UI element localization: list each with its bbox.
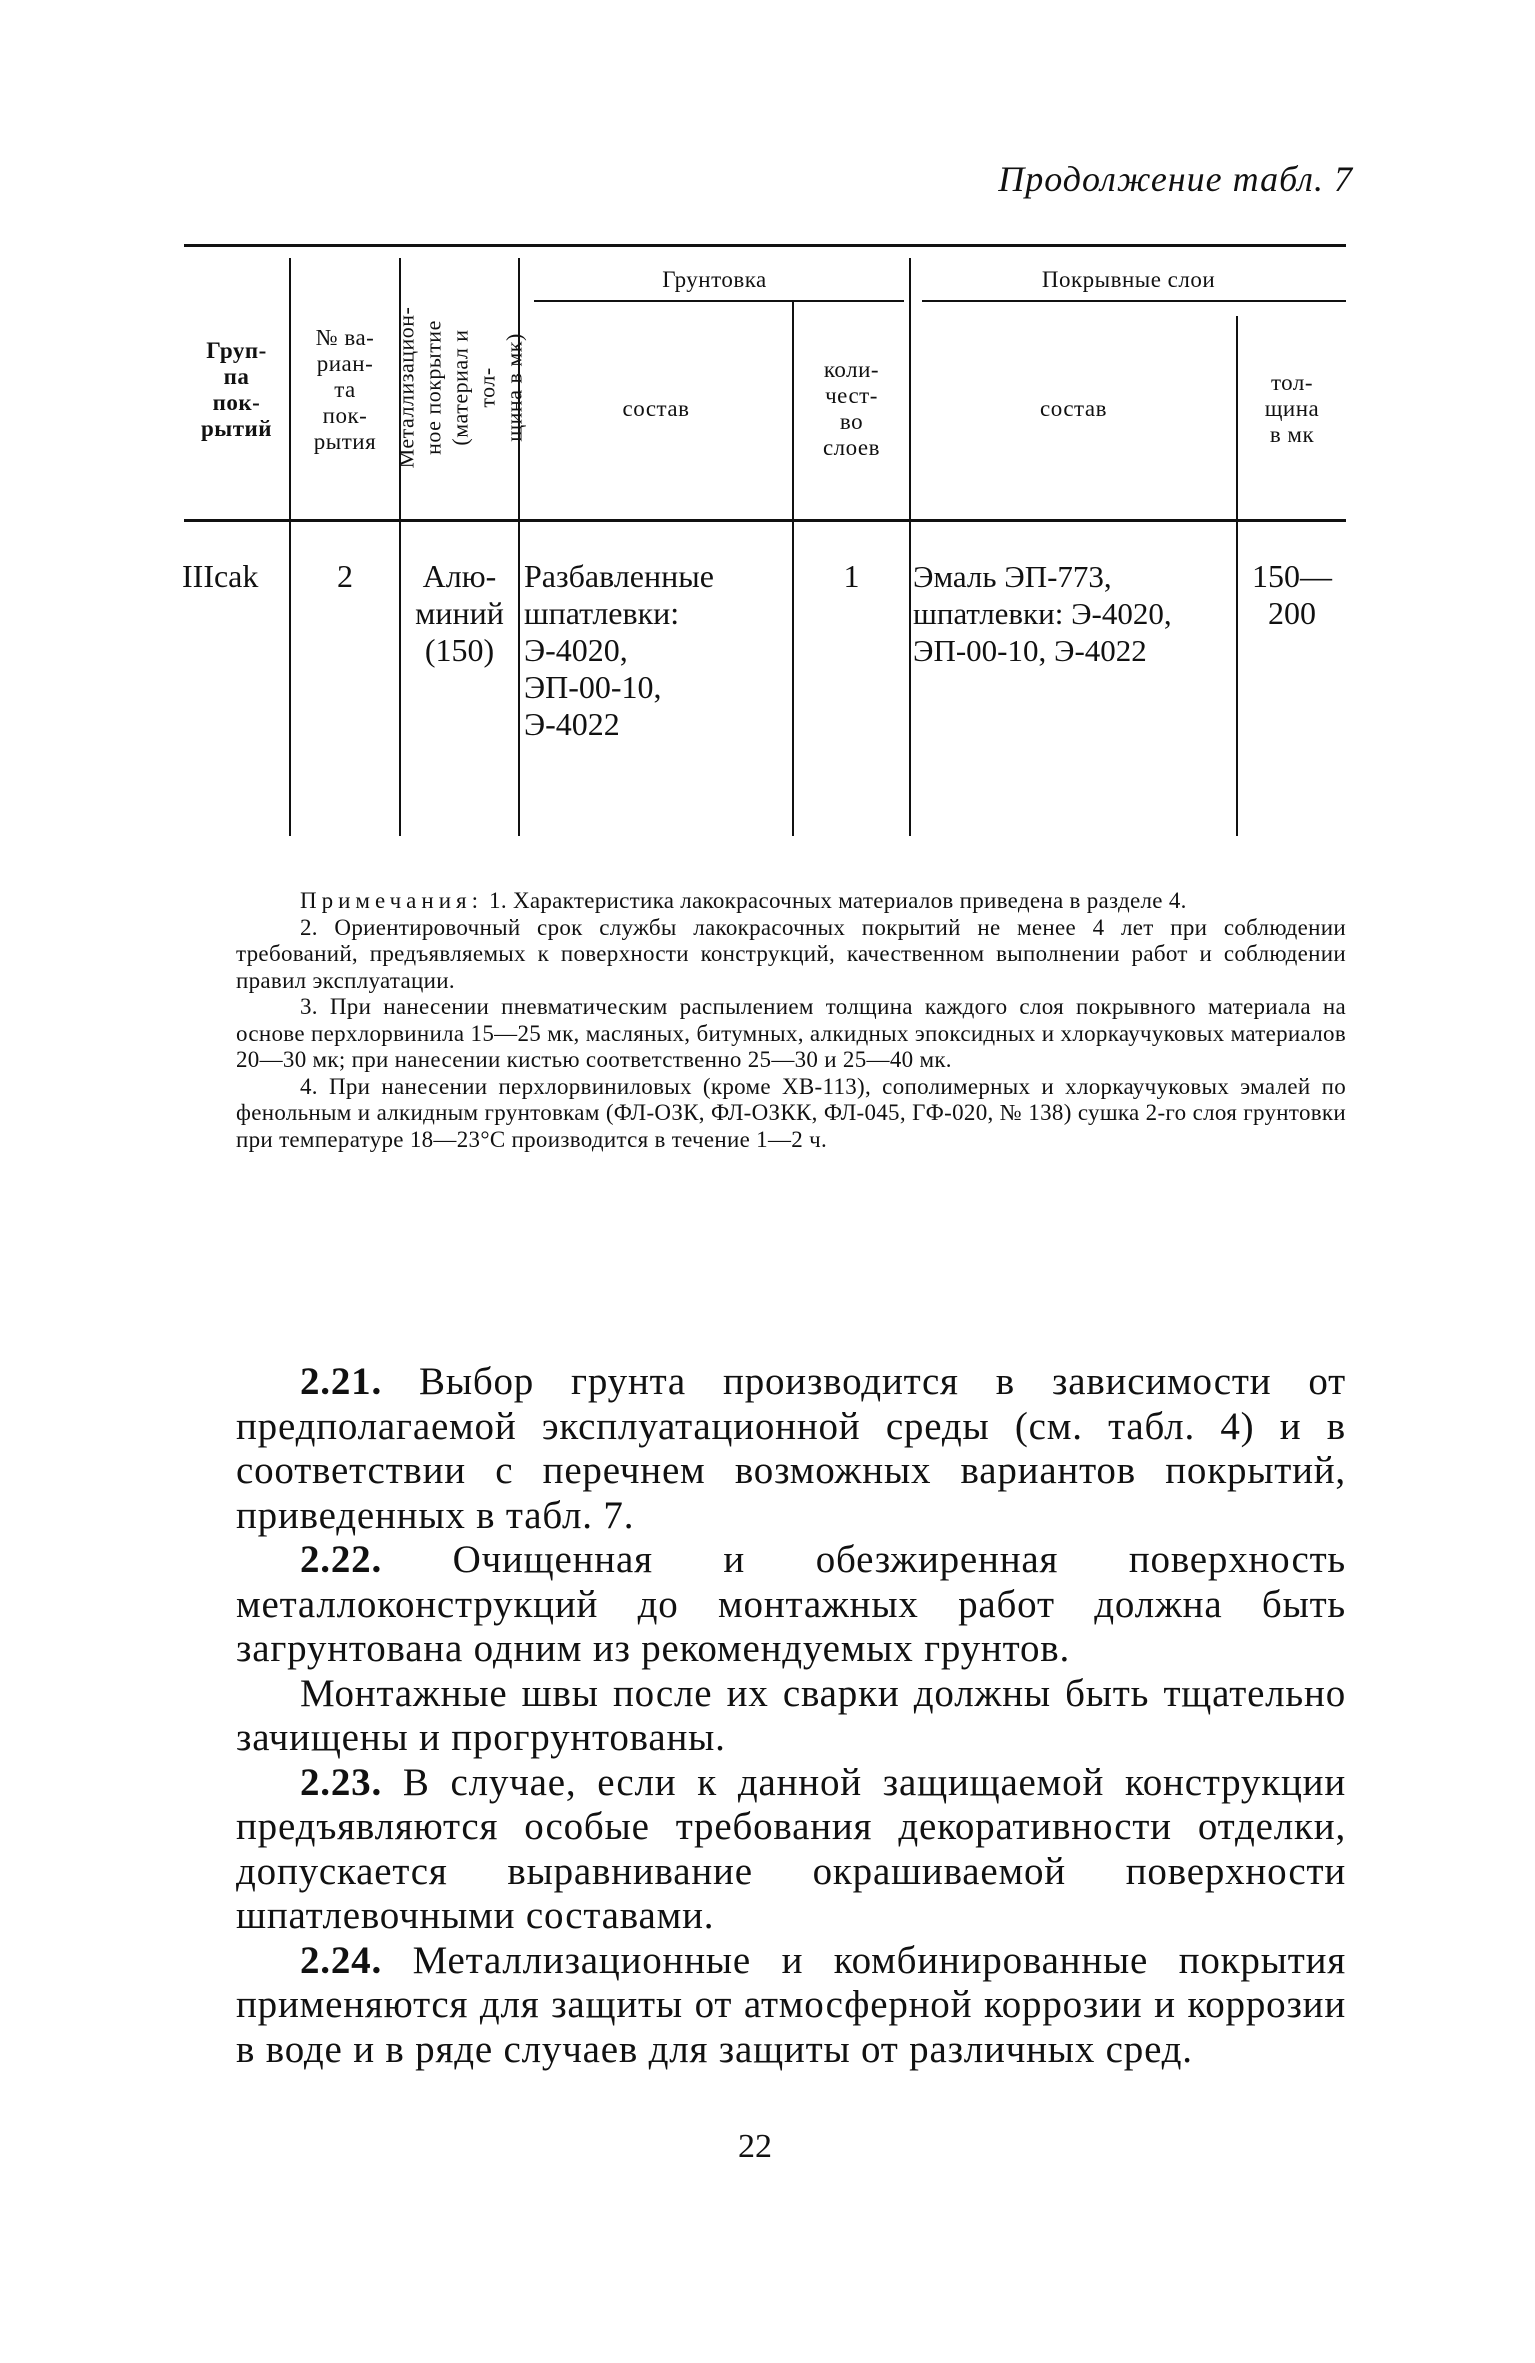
header-coating-thickness: тол- щина в мк bbox=[1264, 370, 1320, 447]
cell-group: IIIcak bbox=[182, 558, 259, 594]
cell-primer-composition: Разбавленные шпатлевки: Э-4020, ЭП-00-10, Э-4022 bbox=[524, 558, 714, 742]
table-header-rule bbox=[184, 519, 1346, 522]
notes-label: Примечания: bbox=[300, 888, 483, 913]
table-caption: Продолжение табл. 7 bbox=[998, 159, 1353, 199]
cell-metal: Алю- миний (150) bbox=[415, 558, 504, 668]
header-variant: № ва- риан- та пок- рытия bbox=[313, 325, 377, 454]
note-1-text: 1. Характеристика лакокрасочных материалов приведена в разделе 4. bbox=[489, 888, 1187, 913]
paragraph-2-22-b: Монтажные швы после их сварки должны быть тщательно зачищены и прогрунтованы. bbox=[236, 1671, 1346, 1759]
paragraph-2-23 bbox=[236, 1761, 1346, 1939]
cell-primer-layers: 1 bbox=[843, 558, 860, 594]
paragraph-2-24-number: 2.24. bbox=[300, 1938, 382, 1982]
cell-variant: 2 bbox=[337, 558, 353, 594]
header-coating-composition: состав bbox=[1040, 396, 1107, 421]
header-primer-composition: состав bbox=[622, 396, 690, 421]
paragraph-2-22-text: Очищенная и обезжиренная поверхность металлоконструкций до монтажных работ должна быть загрунтована одним из рекомендуемых грунтов. bbox=[236, 1538, 1346, 1670]
header-primer-layers: коли- чест- во слоев bbox=[822, 357, 881, 460]
paragraph-2-21-text: Выбор грунта производится в зависимости от предполагаемой эксплуатационной среды (см. табл. 4) и в соответствии с перечнем возможных вариантов покрытий, приведенных в табл. 7. bbox=[236, 1360, 1346, 1537]
paragraph-2-22 bbox=[236, 1538, 1346, 1672]
body-text bbox=[236, 1360, 1346, 2072]
cell-coating-thickness: 150— 200 bbox=[1252, 558, 1332, 631]
paragraph-2-22-number: 2.22. bbox=[300, 1538, 382, 1581]
cell-coating-composition: Эмаль ЭП-773, шпатлевки: Э-4020, ЭП-00-10, Э-4022 bbox=[913, 559, 1172, 668]
paragraph-2-24-text: Металлизационные и комбинированные покрытия применяются для защиты от атмосферной коррозии и коррозии в воде и в ряде случаев для защиты от различных сред. bbox=[236, 1938, 1346, 2071]
paragraph-2-23-text: В случае, если к данной защищаемой конструкции предъявляются особые требования декоративности отделки, допускается выравнивание окрашиваемой поверхности шпатлевочными составами. bbox=[236, 1760, 1346, 1937]
paragraph-2-24 bbox=[236, 1939, 1346, 2073]
paragraph-2-21 bbox=[236, 1360, 1346, 1538]
header-metal: Металлизацион- ное покрытие (материал и тол- щина в мк) bbox=[393, 306, 527, 468]
paragraph-2-23-number: 2.23. bbox=[300, 1760, 382, 1804]
page-number: 22 bbox=[738, 2128, 772, 2165]
header-coating: Покрывные слои bbox=[1041, 267, 1216, 292]
table-notes bbox=[236, 888, 1346, 1153]
note-1 bbox=[236, 888, 1346, 915]
note-2: 2. Ориентировочный срок службы лакокрасочных покрытий не менее 4 лет при соблюдении требований, предъявляемых к поверхности конструкций, качественном выполнении работ и соблюдении правил эксплуатации. bbox=[236, 914, 1346, 993]
note-3: 3. При нанесении пневматическим распылением толщина каждого слоя покрывного материала на основе перхлорвинила 15—25 мк, масляных, битумных, алкидных эпоксидных и хлоркаучуковых материалов 20—30 мк; при нанесении кистью соответственно 25—30 и 25—40 мк. bbox=[236, 994, 1346, 1072]
table-top-rule bbox=[184, 244, 1346, 247]
note-4: 4. При нанесении перхлорвиниловых (кроме ХВ-113), сополимерных и хлоркаучуковых эмалей по фенольным и алкидным грунтовкам (ФЛ-ОЗК, ФЛ-ОЗКК, ФЛ-045, ГФ-020, № 138) сушка 2-го слоя грунтовки при температуре 18—23°С производится в течение 1—2 ч. bbox=[236, 1073, 1346, 1152]
paragraph-2-21-number: 2.21. bbox=[300, 1360, 382, 1403]
header-metal-cell bbox=[393, 262, 527, 512]
primer-sub-rule bbox=[534, 300, 904, 302]
coating-sub-rule bbox=[922, 300, 1346, 302]
header-primer: Грунтовка bbox=[662, 267, 767, 292]
header-group: Груп- па пок- рытий bbox=[200, 338, 273, 441]
